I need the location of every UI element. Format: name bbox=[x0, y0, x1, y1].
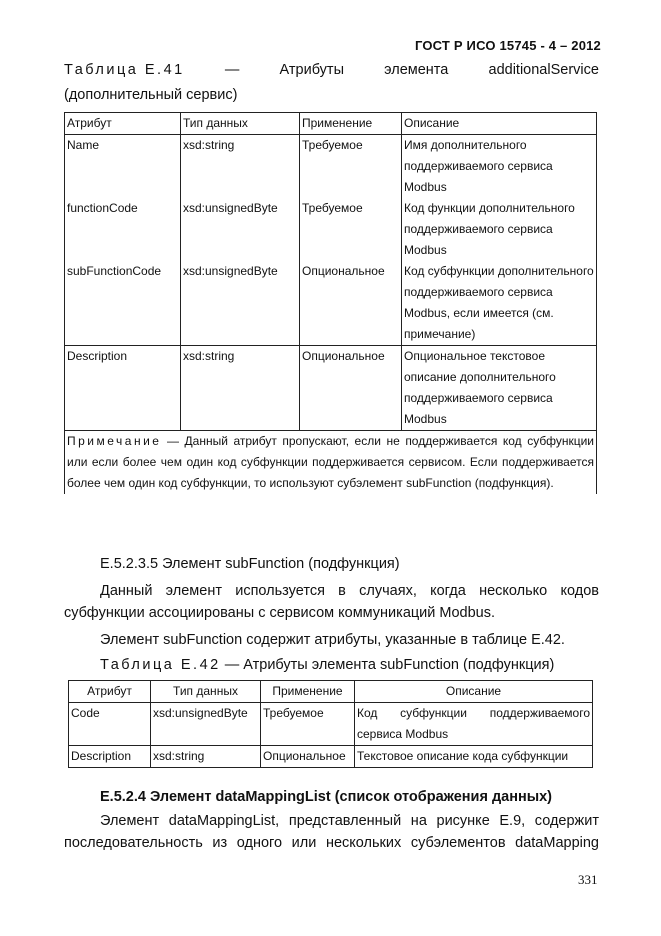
table-row bbox=[65, 198, 597, 261]
paragraph: Элемент subFunction содержит атрибуты, указанные в таблице Е.42. bbox=[100, 632, 565, 648]
cell-usage: Опциональное bbox=[300, 346, 402, 431]
table-header-row bbox=[65, 113, 597, 135]
column-header: Атрибут bbox=[65, 113, 181, 135]
table-row bbox=[65, 261, 597, 346]
cell-attribute: Description bbox=[69, 746, 151, 768]
table-41 bbox=[64, 112, 597, 494]
cell-type: xsd:unsignedByte bbox=[181, 261, 300, 346]
column-header: Описание bbox=[355, 681, 593, 703]
table-row bbox=[69, 746, 593, 768]
column-header: Применение bbox=[261, 681, 355, 703]
table-42-caption bbox=[100, 654, 554, 676]
table-header-row bbox=[69, 681, 593, 703]
caption-dash: — bbox=[224, 62, 240, 78]
caption-text: — Атрибуты элемента subFunction (подфункция) bbox=[220, 657, 555, 673]
table-note-row bbox=[65, 431, 597, 495]
caption-word: элемента bbox=[384, 62, 449, 78]
cell-description: Код субфункции поддерживаемого сервиса Modbus bbox=[355, 703, 593, 746]
caption-word: additionalService bbox=[488, 62, 599, 78]
cell-usage: Опциональное bbox=[300, 261, 402, 346]
caption-word: Атрибуты bbox=[279, 62, 344, 78]
cell-type: xsd:string bbox=[151, 746, 261, 768]
cell-attribute: Description bbox=[65, 346, 181, 431]
cell-type: xsd:unsignedByte bbox=[151, 703, 261, 746]
cell-usage: Требуемое bbox=[300, 135, 402, 199]
column-header: Описание bbox=[402, 113, 597, 135]
table-row bbox=[65, 135, 597, 199]
cell-description: Имя дополнительного поддерживаемого сервиса Modbus bbox=[402, 135, 597, 199]
column-header: Атрибут bbox=[69, 681, 151, 703]
paragraph: Элемент dataMappingList, представленный на рисунке Е.9, содержит последовательность из одного или нескольких субэлементов dataMapping bbox=[64, 813, 599, 851]
cell-usage: Требуемое bbox=[261, 703, 355, 746]
note-label: Примечание bbox=[67, 434, 162, 448]
table-note bbox=[65, 431, 597, 495]
cell-description: Текстовое описание кода субфункции bbox=[355, 746, 593, 768]
section-heading-e524: Е.5.2.4 Элемент dataMappingList (список отображения данных) bbox=[100, 789, 553, 805]
table-41-caption bbox=[64, 62, 599, 78]
cell-description: Опциональное текстовое описание дополнительного поддерживаемого сервиса Modbus bbox=[402, 346, 597, 431]
cell-attribute: Name bbox=[65, 135, 181, 199]
cell-attribute: Code bbox=[69, 703, 151, 746]
cell-type: xsd:unsignedByte bbox=[181, 198, 300, 261]
table-41-caption-continued: (дополнительный сервис) bbox=[64, 87, 238, 103]
cell-type: xsd:string bbox=[181, 346, 300, 431]
table-42-label: Таблица Е.42 bbox=[100, 657, 221, 673]
table-row bbox=[65, 346, 597, 431]
page-number: 331 bbox=[578, 872, 598, 887]
cell-usage: Опциональное bbox=[261, 746, 355, 768]
cell-description: Код функции дополнительного поддерживаемого сервиса Modbus bbox=[402, 198, 597, 261]
cell-usage: Требуемое bbox=[300, 198, 402, 261]
cell-description: Код субфункции дополнительного поддерживаемого сервиса Modbus, если имеется (см. примечание) bbox=[402, 261, 597, 346]
table-42 bbox=[68, 680, 593, 768]
section-heading-e5235: Е.5.2.3.5 Элемент subFunction (подфункция) bbox=[100, 556, 400, 572]
table-41-label: Таблица Е.41 bbox=[64, 62, 185, 78]
cell-attribute: functionCode bbox=[65, 198, 181, 261]
cell-attribute: subFunctionCode bbox=[65, 261, 181, 346]
note-text: — Данный атрибут пропускают, если не поддерживается код субфункции или если более чем один код субфункции поддерживается сервисом. Если поддерживается более чем один код субфункции, то используют субэлемент subFunction (подфункция). bbox=[67, 434, 594, 490]
column-header: Применение bbox=[300, 113, 402, 135]
cell-type: xsd:string bbox=[181, 135, 300, 199]
document-header: ГОСТ Р ИСО 15745 - 4 – 2012 bbox=[414, 38, 601, 53]
paragraph: Данный элемент используется в случаях, когда несколько кодов субфункции ассоциированы с сервисом коммуникаций Modbus. bbox=[64, 583, 599, 621]
column-header: Тип данных bbox=[181, 113, 300, 135]
table-row bbox=[69, 703, 593, 746]
column-header: Тип данных bbox=[151, 681, 261, 703]
